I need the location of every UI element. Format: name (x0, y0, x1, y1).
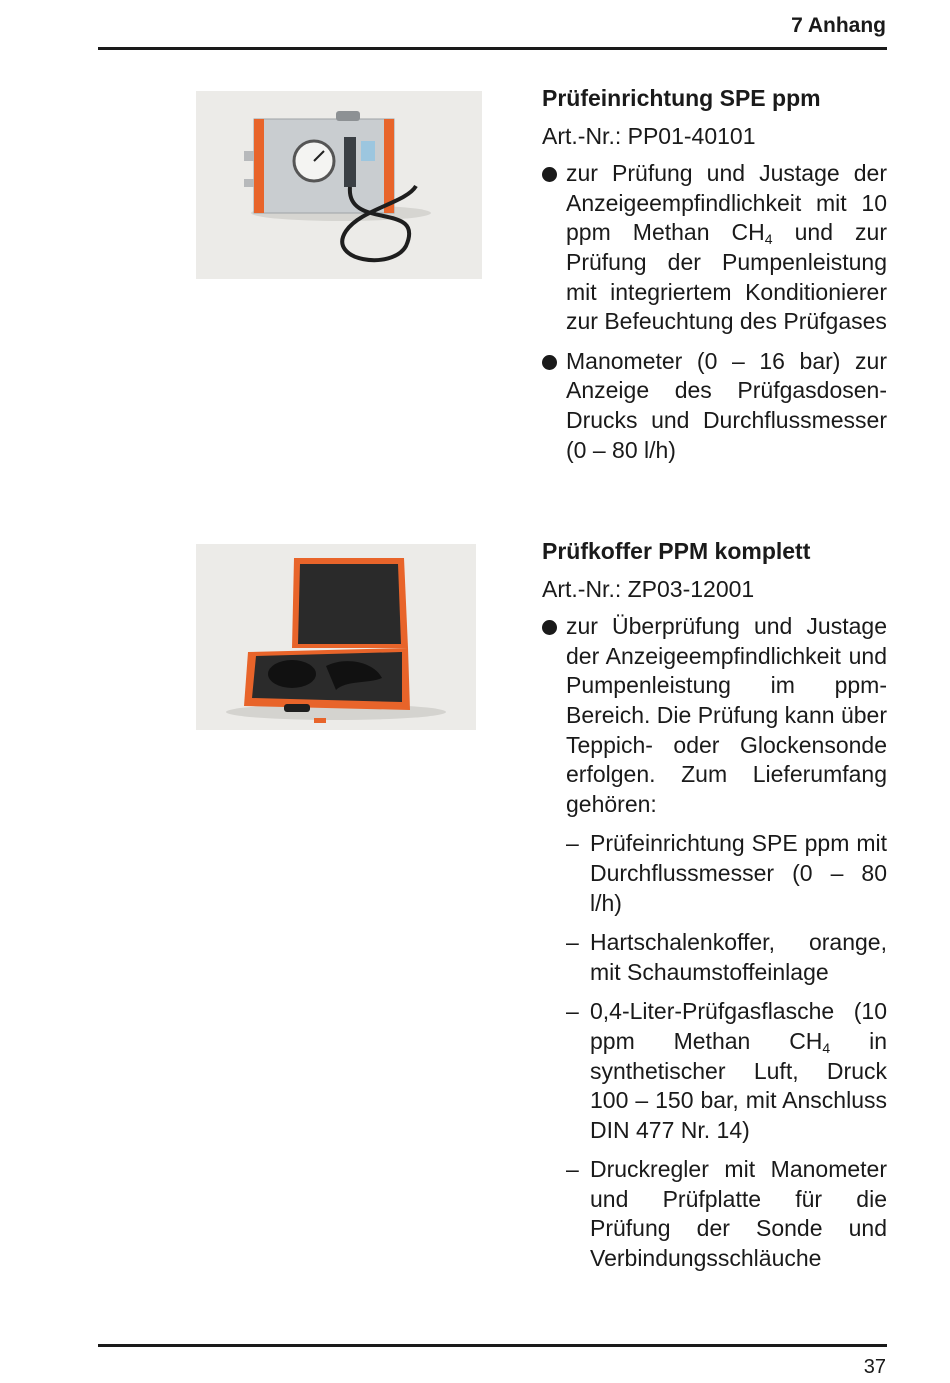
bullet-dot-icon (542, 620, 557, 635)
sub-item-text: Druckregler mit Manometer und Prüfplatte für die Prüfung der Sonde und Verbindungsschläuche (590, 1156, 887, 1272)
bullet-item (542, 347, 887, 465)
bullet-text: zur Prüfung und Justage der Anzeigeempfindlichkeit mit 10 ppm Methan CH (566, 160, 887, 246)
sub-item-text-cont: in synthetischer Luft, Druck 100 – 150 bar, mit Anschluss DIN 477 Nr. 14) (590, 1027, 887, 1143)
test-device-photo (196, 91, 482, 279)
product-title: Prüfeinrichtung SPE ppm (542, 85, 821, 111)
bullet-dot-icon (542, 167, 557, 182)
sub-item-text: 0,4-Liter-Prüfgasflasche (10 ppm Methan CH (590, 998, 887, 1054)
header-divider (98, 47, 887, 50)
subscript: 4 (764, 231, 773, 248)
bullet-text: Manometer (0 – 16 bar) zur Anzeige des Prüfgasdosen-Drucks und Durchflussmesser (0 – 80 l/h) (566, 347, 887, 463)
article-number: Art.-Nr.: ZP03-12001 (542, 575, 755, 602)
sub-item (542, 1155, 887, 1273)
dash-icon: – (566, 830, 579, 857)
dash-icon: – (566, 929, 579, 956)
test-case-photo (196, 544, 476, 730)
dash-icon: – (566, 998, 579, 1025)
product-block-test-case (542, 537, 887, 1284)
footer-divider (98, 1344, 887, 1347)
sub-item (542, 997, 887, 1145)
bullet-item (542, 159, 887, 337)
product-block-test-device (542, 84, 887, 475)
sub-item (542, 829, 887, 918)
dash-icon: – (566, 1156, 579, 1183)
article-number: Art.-Nr.: PP01-40101 (542, 122, 756, 149)
sub-item-text: Prüfeinrichtung SPE ppm mit Durchflussmesser (0 – 80 l/h) (590, 830, 887, 916)
bullet-dot-icon (542, 355, 557, 370)
bullet-item (542, 612, 887, 819)
page-number: 37 (863, 1356, 886, 1378)
sub-item-text: Hartschalenkoffer, orange, mit Schaumstoffeinlage (590, 929, 887, 985)
product-title: Prüfkoffer PPM komplett (542, 538, 811, 564)
subscript: 4 (822, 1039, 831, 1056)
bullet-text-cont: und zur Prüfung der Pumpenleistung mit integriertem Konditionierer zur Befeuchtung des Prüfgases (566, 219, 887, 335)
section-title: 7 Anhang (791, 14, 886, 37)
bullet-text: zur Überprüfung und Justage der Anzeigeempfindlichkeit und Pumpenleistung im ppm-Bereich. Die Prüfung kann über Teppich- oder Glockensonde erfolgen. Zum Lieferumfang gehören: (566, 613, 887, 817)
sub-item (542, 928, 887, 987)
